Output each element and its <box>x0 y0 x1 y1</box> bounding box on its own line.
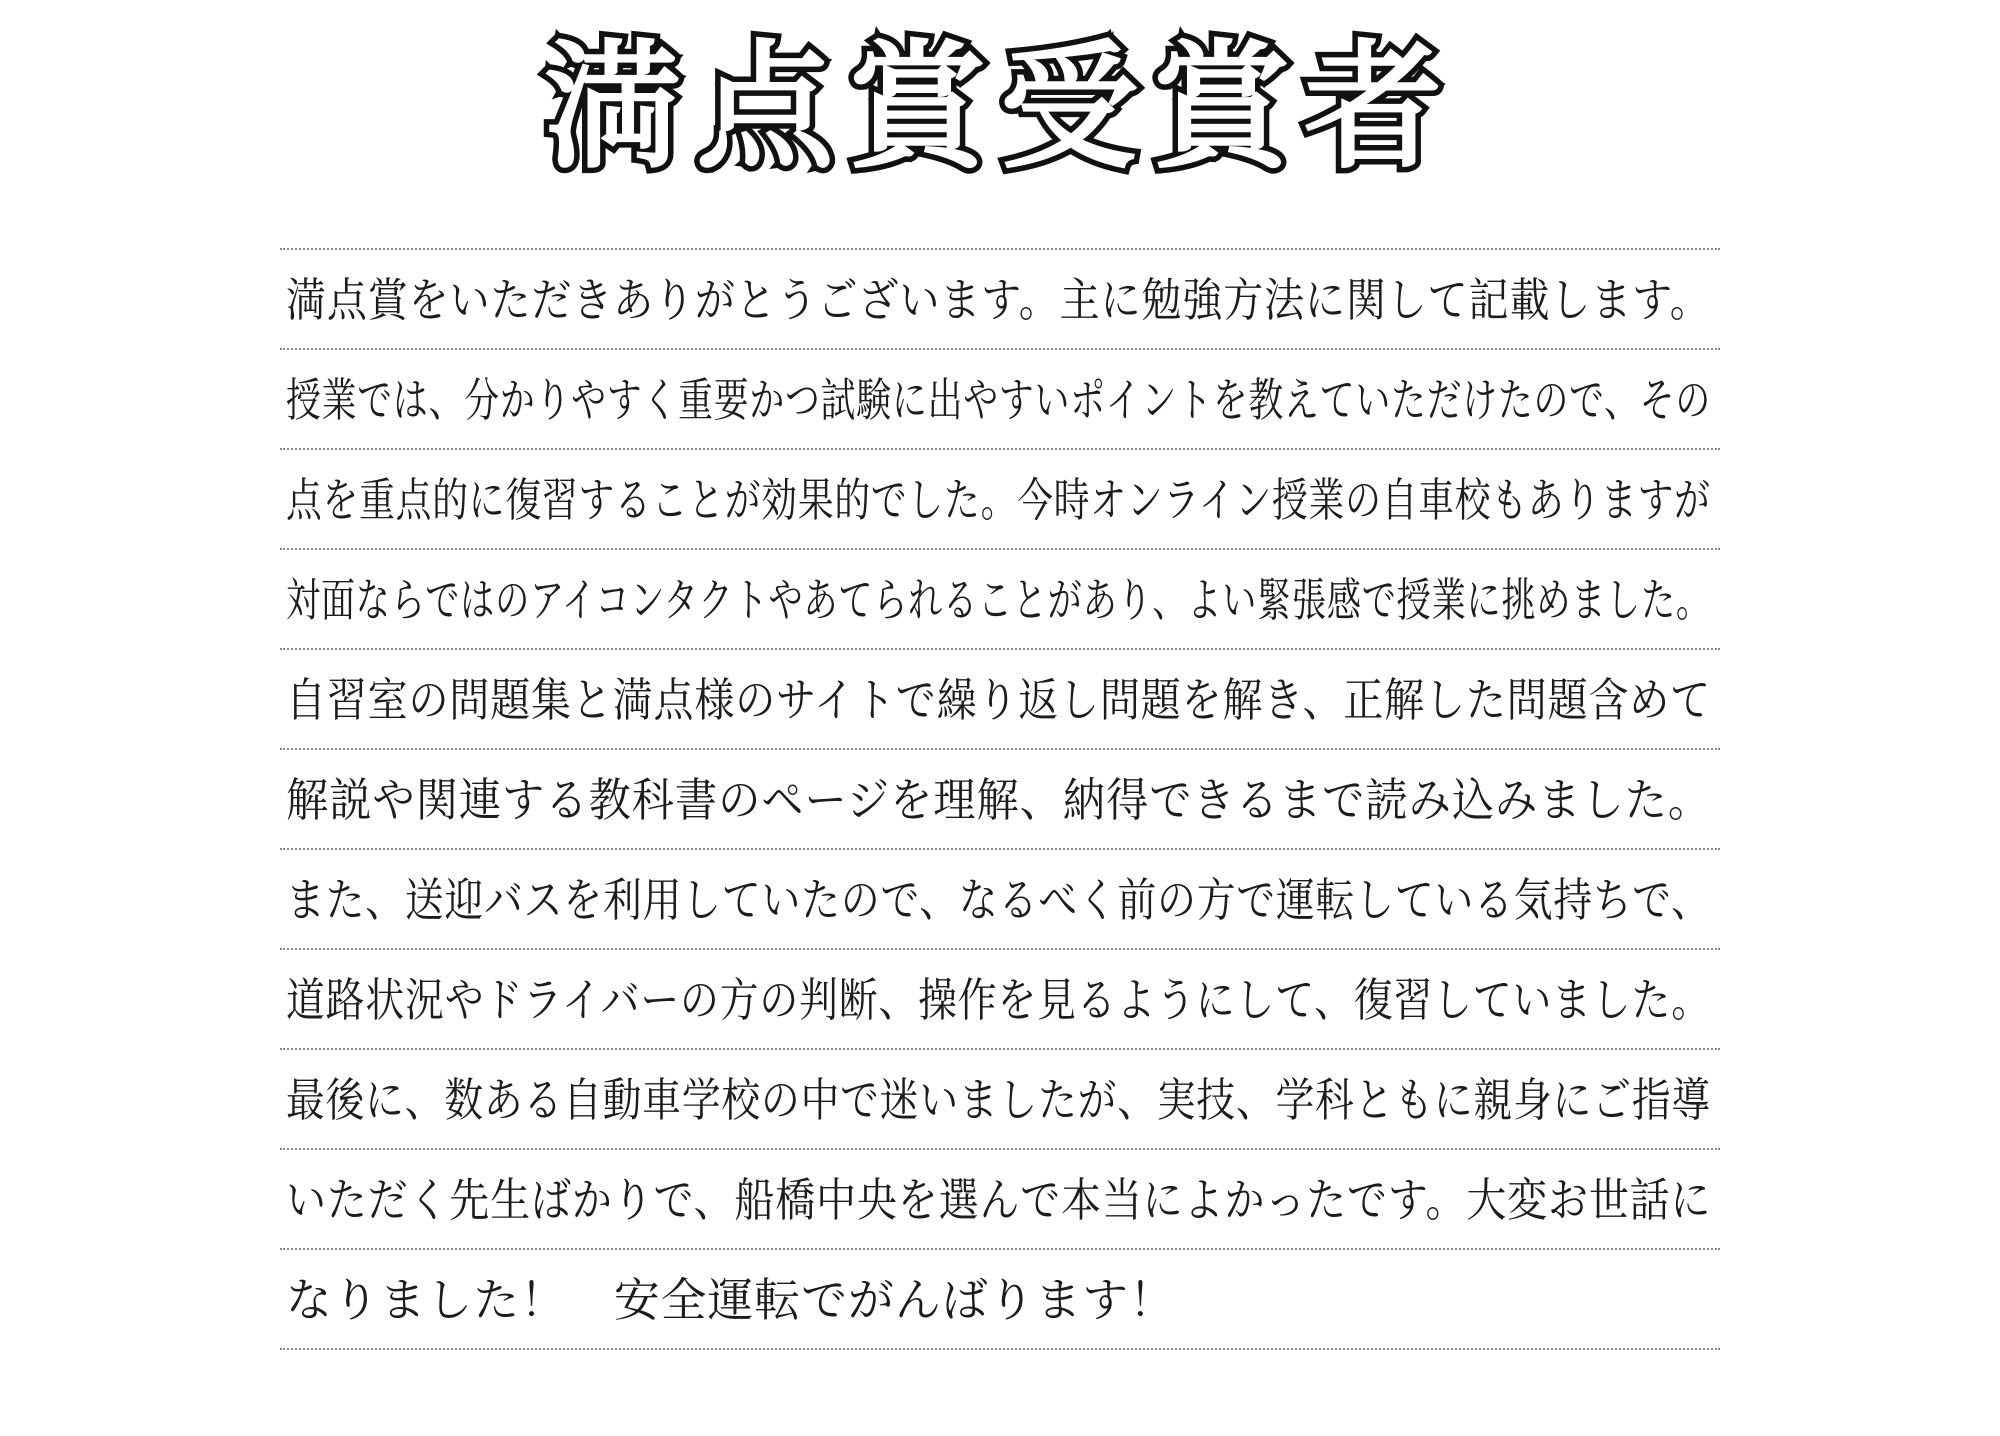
lined-paper <box>280 248 1720 1428</box>
essay-line-8: 道路状況やドライバーの方の判断、操作を見るようにして、復習していました。 <box>286 973 1711 1027</box>
page-title: 満点賞受賞者 <box>543 27 1456 188</box>
essay-line-5: 自習室の問題集と満点様のサイトで繰り返し問題を解き、正解した問題含めて <box>286 673 1711 727</box>
essay-line-6: 解説や関連する教科書のページを理解、納得できるまで読み込みました。 <box>286 773 1712 827</box>
essay-line-11: なりました！ 安全運転でがんばります！ <box>286 1273 1176 1327</box>
essay-line-7: また、送迎バスを利用していたので、なるべく前の方で運転している気持ちで、 <box>286 873 1711 927</box>
ruled-line <box>280 248 1720 250</box>
essay-line-9: 最後に、数ある自動車学校の中で迷いましたが、実技、学科ともに親身にご指導 <box>286 1073 1711 1127</box>
essay-line-3: 点を重点的に復習することが効果的でした。今時オンライン授業の自車校もありますが <box>286 473 1711 527</box>
essay-line-10: いただく先生ばかりで、船橋中央を選んで本当によかったです。大変お世話に <box>286 1173 1712 1227</box>
essay-line-2: 授業では、分かりやすく重要かつ試験に出やすいポイントを教えていただけたので、その <box>286 373 1712 427</box>
essay-line-1: 満点賞をいただきありがとうございます。主に勉強方法に関して記載します。 <box>286 273 1711 327</box>
essay-line-4: 対面ならではのアイコンタクトやあてられることがあり、よい緊張感で授業に挑めました。 <box>286 573 1711 627</box>
